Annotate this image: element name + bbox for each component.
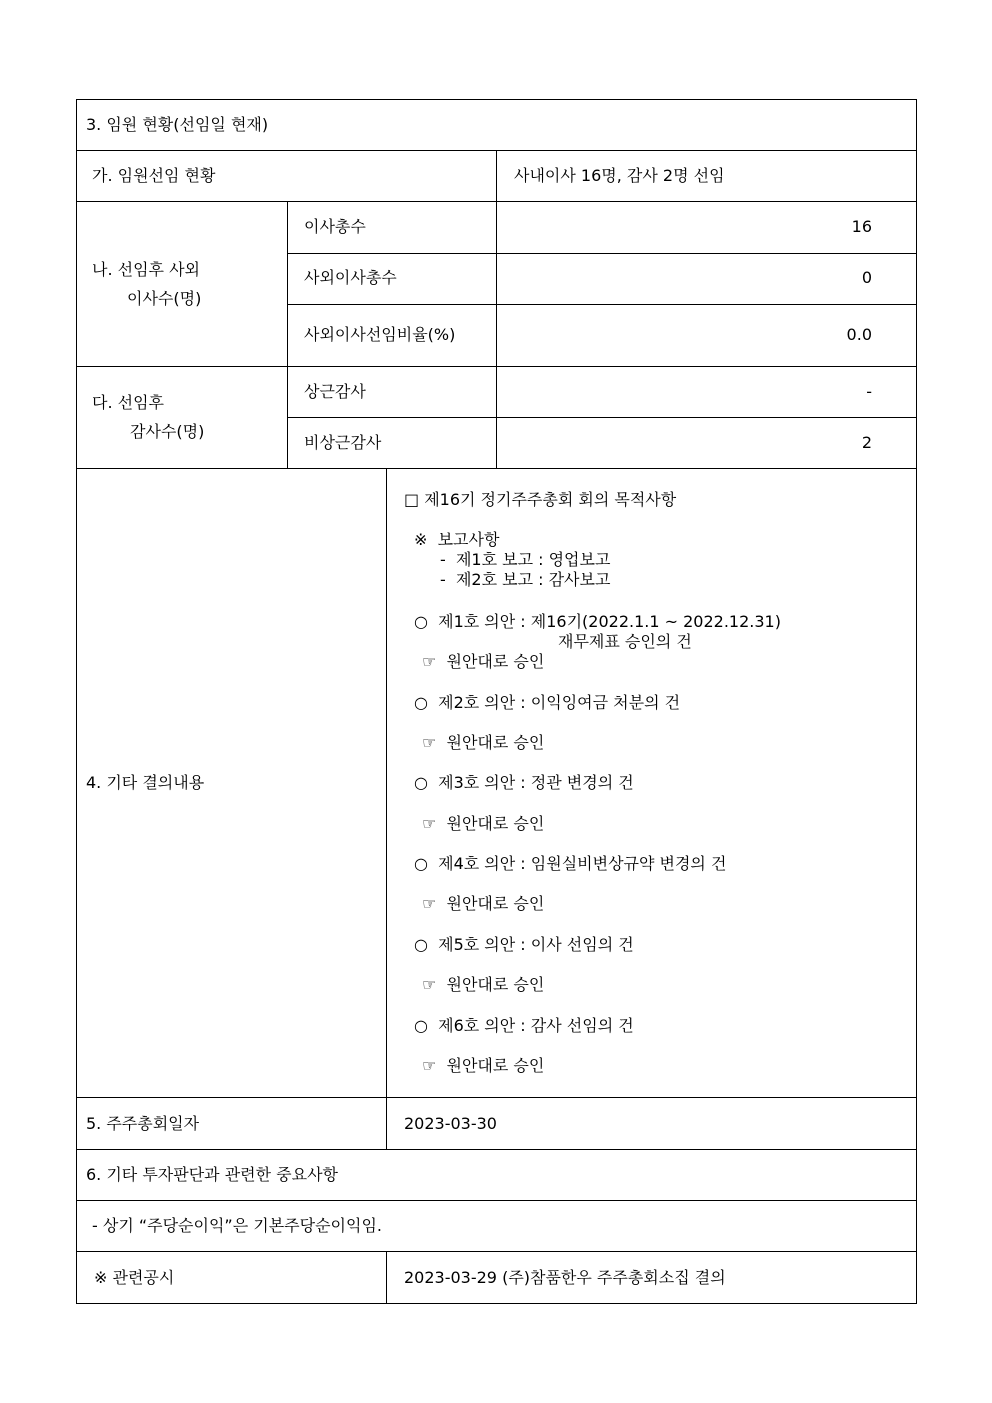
standing-auditor-value: - — [866, 382, 872, 401]
total-directors-label: 이사총수 — [304, 217, 366, 236]
agm-date-value: 2023-03-30 — [404, 1114, 497, 1133]
agenda-item-6: ○ 제6호 의안 : 감사 선임의 건 — [414, 1016, 634, 1035]
agm-purpose-heading: □ 제16기 정기주주총회 회의 목적사항 — [404, 490, 677, 509]
nonstanding-auditor-value: 2 — [861, 433, 872, 452]
agenda-result-6: ☞ 원안대로 승인 — [422, 1056, 545, 1075]
section-3-title: 3. 임원 현황(선임일 현재) — [86, 115, 269, 134]
report-items-title: ※ 보고사항 — [414, 530, 500, 549]
agenda-result-5: ☞ 원안대로 승인 — [422, 975, 545, 994]
agm-date-label: 5. 주주총회일자 — [86, 1114, 200, 1133]
other-resolutions-label: 4. 기타 결의내용 — [86, 773, 205, 792]
agenda-result-3: ☞ 원안대로 승인 — [422, 814, 545, 833]
officer-election-value: 사내이사 16명, 감사 2명 선임 — [514, 166, 725, 185]
auditor-count-label-cont: 감사수(명) — [130, 422, 205, 441]
report-item: - 제1호 보고 : 영업보고 — [440, 550, 611, 569]
nonstanding-auditor-label: 비상근감사 — [304, 433, 382, 452]
agenda-item-4: ○ 제4호 의안 : 임원실비변상규약 변경의 건 — [414, 854, 727, 873]
agenda-result-4: ☞ 원안대로 승인 — [422, 894, 545, 913]
agenda-item-2: ○ 제2호 의안 : 이익잉여금 처분의 건 — [414, 693, 681, 712]
outside-director-count-label-cont: 이사수(명) — [127, 289, 202, 308]
related-disclosure-link[interactable]: 2023-03-29 (주)참품한우 주주총회소집 결의 — [404, 1268, 726, 1287]
related-disclosure-label: ※ 관련공시 — [94, 1268, 175, 1287]
standing-auditor-label: 상근감사 — [304, 382, 366, 401]
auditor-count-label: 다. 선임후 — [92, 393, 164, 412]
agenda-item-1: ○ 제1호 의안 : 제16기(2022.1.1 ~ 2022.12.31) — [414, 612, 781, 631]
agenda-item-5: ○ 제5호 의안 : 이사 선임의 건 — [414, 935, 634, 954]
outside-director-count-label: 나. 선임후 사외 — [92, 260, 200, 279]
outside-directors-label: 사외이사총수 — [304, 268, 397, 287]
outside-director-ratio-value: 0.0 — [846, 325, 872, 344]
agenda-item-3: ○ 제3호 의안 : 정관 변경의 건 — [414, 773, 634, 792]
agenda-item-1-cont: 재무제표 승인의 건 — [558, 632, 692, 651]
investment-notes-title: 6. 기타 투자판단과 관련한 중요사항 — [86, 1165, 338, 1184]
report-item: - 제2호 보고 : 감사보고 — [440, 570, 611, 589]
total-directors-value: 16 — [851, 217, 872, 236]
outside-directors-value: 0 — [861, 268, 872, 287]
agenda-result-2: ☞ 원안대로 승인 — [422, 733, 545, 752]
investment-note: - 상기 “주당순이익”은 기본주당순이익임. — [92, 1216, 382, 1235]
outside-director-ratio-label: 사외이사선임비율(%) — [304, 325, 456, 344]
agenda-result-1: ☞ 원안대로 승인 — [422, 652, 545, 671]
officer-election-label: 가. 임원선임 현황 — [92, 166, 216, 185]
